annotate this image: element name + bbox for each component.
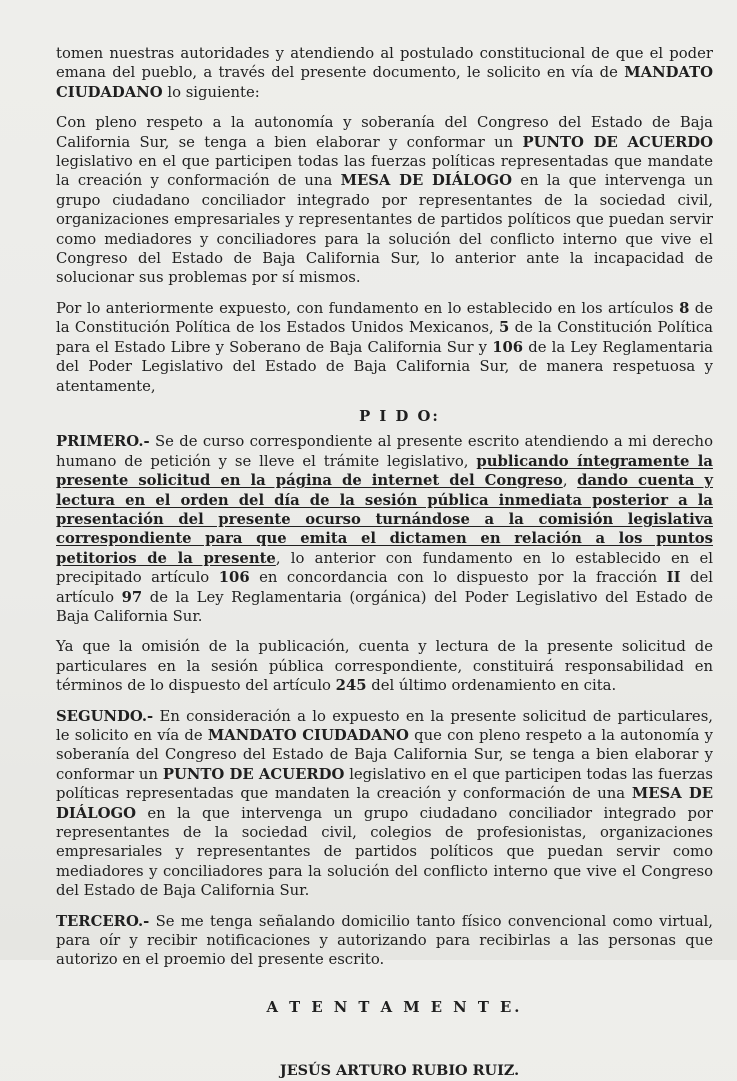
bold-text: MANDATO CIUDADANO — [207, 727, 409, 744]
closing-atentamente: A T E N T A M E N T E. — [266, 998, 523, 1016]
bold-text: 106 — [218, 569, 250, 587]
paragraph-intro — [56, 44, 713, 102]
item-label: TERCERO.- — [56, 912, 150, 930]
bold-text: II — [666, 569, 681, 587]
text: de la Constitución Política para el Estado Libre y Soberano de Baja California Sur y — [56, 319, 713, 356]
paragraph-segundo — [56, 707, 713, 901]
bold-text: MESA DE DIÁLOGO — [56, 785, 713, 822]
text: Por lo anteriormente expuesto, con fundamento en lo establecido en los artículos — [56, 299, 680, 317]
bold-text: 97 — [121, 588, 143, 606]
text: del último ordenamiento en cita. — [366, 677, 617, 695]
text: Ya que la omisión de la publicación, cuenta y lectura de la presente solicitud de particulares en la sesión pública correspondiente, constituirá responsabilidad en términos de lo dispuesto del artículo — [56, 638, 713, 695]
paragraph-request — [56, 113, 713, 288]
paragraph-omission — [56, 637, 713, 695]
section-heading-pido: P I D O: — [359, 407, 440, 425]
text: en la que intervenga un grupo ciudadano conciliador integrado por representantes de la sociedad civil, colegios de profesionistas, organizaciones empresariales y representantes de partidos políticos que puedan servir como mediadores y conciliadores para la solución del conflicto interno que vive el Congreso del Estado de Baja California Sur. — [56, 804, 713, 900]
bold-text: 106 — [492, 338, 524, 356]
text: legislativo en el que participen todas las fuerzas políticas representadas que mandate la creación y conformación de una — [56, 153, 713, 190]
text: , lo anterior con fundamento en lo establecido en el precipitado artículo — [56, 549, 713, 587]
text: en concordancia con lo dispuesto por la fracción — [249, 569, 667, 587]
text: Se de curso correspondiente al presente escrito atendiendo a mi derecho humano de petición y se lleve el trámite legislativo, — [56, 433, 713, 470]
text: de la Constitución Política de los Estados Unidos Mexicanos, — [56, 299, 713, 337]
text: en la que intervenga un grupo ciudadano conciliador integrado por representantes de la sociedad civil, organizaciones empresariales y representantes de partidos políticos que puedan servir como mediadores y conciliadores para la solución del conflicto interno que vive el Congreso del Estado de Baja California Sur, lo anterior ante la incapacidad de solucionar sus problemas por sí mismos. — [56, 172, 714, 287]
text: , — [562, 472, 578, 490]
item-label: PRIMERO.- — [56, 433, 150, 451]
text: de la Ley Reglamentaria (orgánica) del Poder Legislativo del Estado de Baja California Sur. — [56, 588, 713, 625]
item-label: SEGUNDO.- — [56, 707, 154, 725]
underlined-text: dando cuenta y lectura en el orden del día de la sesión pública inmediata posterior a la presentación del presente ocurso turnándose a la comisión legislativa correspondiente para que emita el dictamen en relación a los puntos petitorios de la presente — [56, 472, 713, 567]
paragraph-legal-basis — [56, 299, 713, 396]
bold-text: PUNTO DE ACUERDO — [162, 765, 345, 783]
bold-text: PUNTO DE ACUERDO — [522, 133, 713, 151]
text: En consideración a lo expuesto en la presente solicitud de particulares, le solicito en vía de — [56, 707, 713, 744]
bold-text: MESA DE DIÁLOGO — [340, 172, 512, 190]
underlined-text: publicando íntegramente la presente solicitud en la página de internet del Congreso — [56, 452, 713, 490]
paragraph-primero — [56, 432, 713, 626]
text: tomen nuestras autoridades y atendiendo al postulado constitucional de que el poder emana del pueblo, a través del presente documento, le solicito en vía de — [56, 45, 713, 82]
paragraph-tercero — [56, 912, 713, 970]
bold-text: 245 — [335, 677, 367, 695]
text: que con pleno respeto a la autonomía y soberanía del Congreso del Estado de Baja California Sur, se tenga a bien elaborar y conformar un — [56, 727, 713, 783]
text: de la Ley Reglamentaria del Poder Legislativo del Estado de Baja California Sur, de manera respetuosa y atentamente, — [56, 338, 714, 395]
text: lo siguiente: — [162, 83, 260, 101]
text: del artículo — [56, 569, 713, 606]
bold-text: MANDATO CIUDADANO — [56, 64, 713, 101]
signature-name: JESÚS ARTURO RUBIO RUIZ. — [279, 1062, 520, 1080]
text: Se me tenga señalando domicilio tanto físico convencional como virtual, para oír y recibir notificaciones y autorizando para recibirlas a las personas que autorizo en el proemio del presente escrito. — [56, 912, 713, 969]
bold-text: 8 — [679, 299, 690, 317]
bold-text: 5 — [499, 319, 510, 337]
text: legislativo en el que participen todas las fuerzas políticas representadas que mandaten la creación y conformación de una — [56, 765, 714, 803]
text: Con pleno respeto a la autonomía y soberanía del Congreso del Estado de Baja California Sur, se tenga a bien elaborar y conformar un — [56, 114, 713, 151]
